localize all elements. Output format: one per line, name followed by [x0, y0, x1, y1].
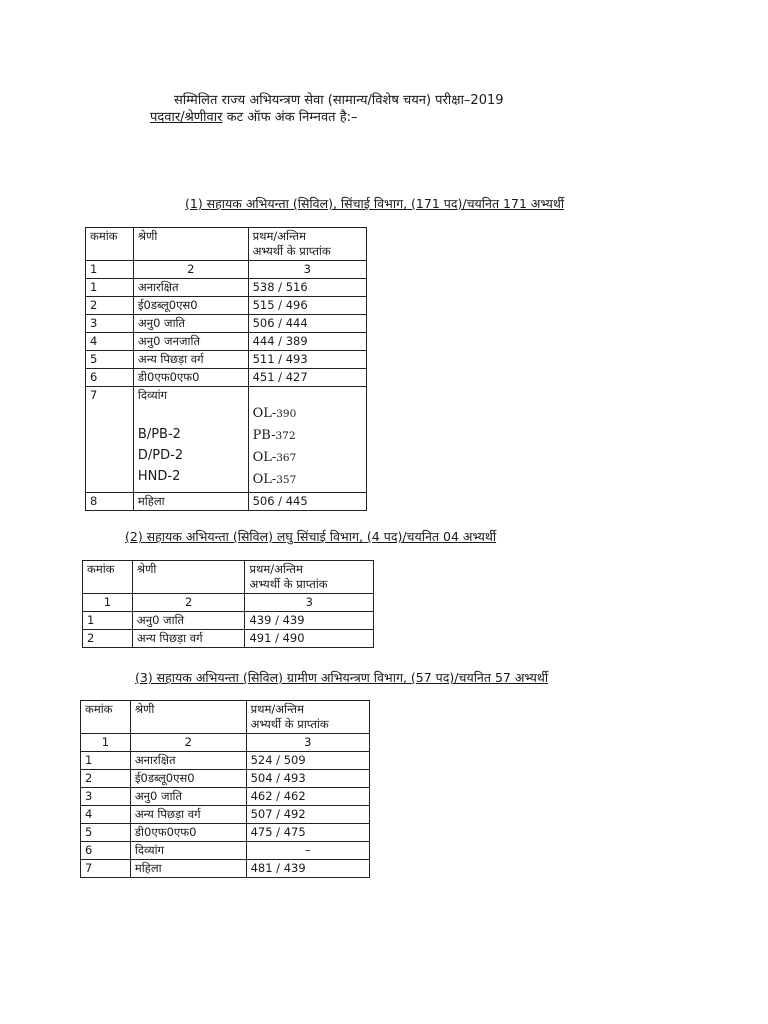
table-row: 6 दिव्यांग – [81, 842, 370, 860]
document-header [150, 92, 610, 126]
table-row: 6 डी0एफ0एफ0 451 / 427 [86, 369, 367, 387]
table-row: 4 अन्य पिछड़ा वर्ग 507 / 492 [81, 806, 370, 824]
section-1-table [85, 227, 367, 511]
table-row: 3 अनु0 जाति 462 / 462 [81, 788, 370, 806]
divyang-score: PB-372 [252, 428, 296, 443]
section-3-title: (3) सहायक अभियन्ता (सिविल) ग्रामीण अभियन्त्रण विभाग, (57 पद)/चयनित 57 अभ्यर्थी [135, 670, 549, 685]
section-3-table [80, 700, 370, 878]
section-2-title: (2) सहायक अभियन्ता (सिविल) लघु सिंचाई विभाग, (4 पद)/चयनित 04 अभ्यर्थी [125, 529, 497, 544]
divyang-score: OL-367 [252, 450, 297, 465]
table-row: 5 अन्य पिछड़ा वर्ग 511 / 493 [86, 351, 367, 369]
col-score: प्रथम/अन्तिम अभ्यर्थी के प्राप्तांक [248, 228, 366, 261]
table-number-row: 1 2 3 [81, 734, 370, 752]
header-underlined-text: पदवार/श्रेणीवार [150, 110, 223, 125]
table-number-row: 1 2 3 [83, 594, 374, 612]
table-row: 2 अन्य पिछड़ा वर्ग 491 / 490 [83, 630, 374, 648]
table-row: 4 अनु0 जनजाति 444 / 389 [86, 333, 367, 351]
table-row: 1 अनारक्षित 524 / 509 [81, 752, 370, 770]
section-1-title: (1) सहायक अभियन्ता (सिविल), सिंचाई विभाग, (171 पद)/चयनित 171 अभ्यर्थी [185, 196, 565, 211]
divyang-score: OL-390 [252, 406, 297, 421]
col-category: श्रेणी [133, 228, 248, 261]
table-row: 7 महिला 481 / 439 [81, 860, 370, 878]
header-line-2-rest: कट ऑफ अंक निम्नवत है:– [222, 110, 358, 125]
divyang-sub-label: B/PB-2 [137, 427, 181, 442]
divyang-sub-label: HND-2 [137, 469, 181, 484]
table-row: 3 अनु0 जाति 506 / 444 [86, 315, 367, 333]
divyang-label: दिव्यांग [137, 388, 168, 402]
col-serial: कमांक [86, 228, 134, 261]
table-row: 8 महिला 506 / 445 [86, 493, 367, 511]
table-row: 1 अनारक्षित 538 / 516 [86, 279, 367, 297]
table-header-row [86, 228, 367, 261]
divyang-score: OL-357 [252, 472, 297, 487]
divyang-sub-label: D/PD-2 [137, 448, 184, 463]
divyang-sub-label [138, 403, 244, 424]
header-line-2 [150, 109, 610, 126]
table-row: 5 डी0एफ0एफ0 475 / 475 [81, 824, 370, 842]
table-header-row: कमांक श्रेणी प्रथम/अन्तिम अभ्यर्थी के प्राप्तांक [83, 561, 374, 594]
table-row: 2 ई0डब्लू0एस0 504 / 493 [81, 770, 370, 788]
header-line-1: सम्मिलित राज्य अभियन्त्रण सेवा (सामान्य/विशेष चयन) परीक्षा–2019 [174, 93, 504, 108]
table-row-divyang: 7 दिव्यांग B/PB-2 D/PD-2 HND-2 OL-390 PB-372 OL-367 OL-357 [86, 387, 367, 493]
table-row: 2 ई0डब्लू0एस0 515 / 496 [86, 297, 367, 315]
table-header-row: कमांक श्रेणी प्रथम/अन्तिम अभ्यर्थी के प्राप्तांक [81, 701, 370, 734]
section-2-table [82, 560, 374, 648]
table-row: 1 अनु0 जाति 439 / 439 [83, 612, 374, 630]
table-number-row: 1 2 3 [86, 261, 367, 279]
